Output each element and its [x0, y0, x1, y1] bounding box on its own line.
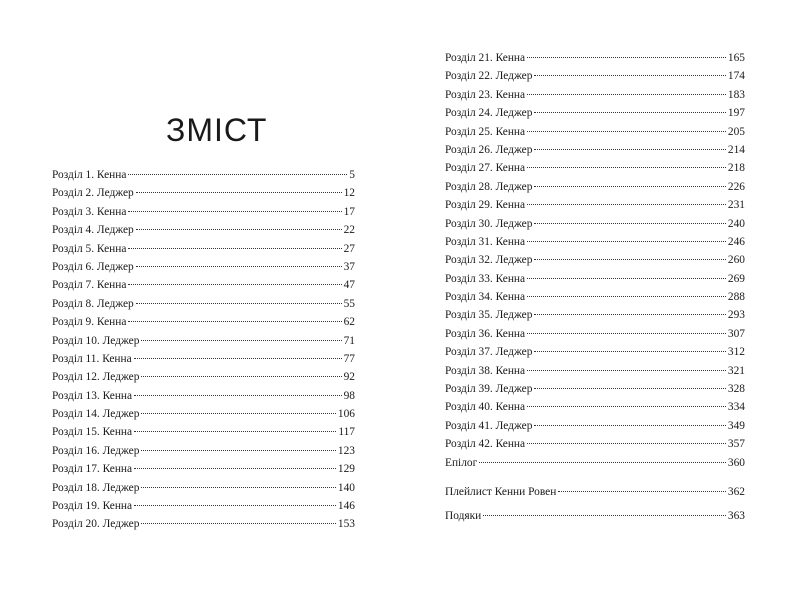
- toc-entry: [52, 479, 355, 497]
- dot-leader: [534, 186, 725, 187]
- toc-entry-label: Розділ 24. Леджер: [445, 107, 533, 120]
- toc-entry: [445, 343, 745, 361]
- toc-entry-page: 226: [727, 180, 745, 193]
- toc-entry: [445, 454, 745, 472]
- toc-entry-page: 231: [727, 199, 745, 212]
- toc-entry-page: 129: [337, 463, 355, 476]
- dot-leader: [141, 340, 341, 341]
- toc-entry-label: Розділ 12. Леджер: [52, 371, 140, 384]
- dot-leader: [479, 462, 726, 463]
- toc-entry-page: 146: [337, 500, 355, 513]
- dot-leader: [534, 75, 725, 76]
- toc-entry-acknowledgements: [445, 507, 745, 525]
- toc-entry-label: Розділ 14. Леджер: [52, 408, 140, 421]
- toc-entry-page: 77: [343, 352, 355, 365]
- dot-leader: [128, 174, 347, 175]
- toc-entry: [52, 423, 355, 441]
- toc-entry: [445, 380, 745, 398]
- toc-entry: [445, 233, 745, 251]
- toc-entry-page: 47: [343, 279, 355, 292]
- toc-entry-label: Розділ 27. Кенна: [445, 162, 526, 175]
- toc-entry-page: 269: [727, 272, 745, 285]
- toc-entry-label: Розділ 30. Леджер: [445, 217, 533, 230]
- toc-entry-page: 260: [727, 254, 745, 267]
- toc-entry-page: 27: [343, 242, 355, 255]
- dot-leader: [128, 248, 341, 249]
- toc-entry: [52, 442, 355, 460]
- toc-entry-page: 357: [727, 438, 745, 451]
- toc-entry-label: Розділ 25. Кенна: [445, 125, 526, 138]
- toc-entry-label: Розділ 17. Кенна: [52, 463, 133, 476]
- toc-entry-label: Розділ 9. Кенна: [52, 316, 127, 329]
- dot-leader: [558, 491, 726, 492]
- dot-leader: [527, 241, 726, 242]
- toc-entry-page: 153: [337, 518, 355, 531]
- toc-entry-label: Розділ 39. Леджер: [445, 383, 533, 396]
- toc-entry-page: 71: [343, 334, 355, 347]
- toc-entry: [52, 515, 355, 533]
- dot-leader: [134, 505, 336, 506]
- dot-leader: [534, 425, 725, 426]
- dot-leader: [141, 376, 341, 377]
- toc-entry: [52, 368, 355, 386]
- toc-entry: [445, 417, 745, 435]
- toc-entry: [445, 362, 745, 380]
- dot-leader: [527, 296, 726, 297]
- toc-entry: [52, 350, 355, 368]
- toc-entry-page: 55: [343, 297, 355, 310]
- toc-entry-label: Розділ 5. Кенна: [52, 242, 127, 255]
- dot-leader: [534, 388, 725, 389]
- toc-entry-page: 240: [727, 217, 745, 230]
- toc-entry-page: 17: [343, 205, 355, 218]
- dot-leader: [136, 266, 342, 267]
- toc-entry-page: 123: [337, 444, 355, 457]
- toc-entry-label: Розділ 22. Леджер: [445, 70, 533, 83]
- toc-entry-page: 12: [343, 187, 355, 200]
- dot-leader: [527, 333, 726, 334]
- contents-title: ЗМІСТ: [166, 112, 268, 148]
- dot-leader: [534, 259, 725, 260]
- toc-entry-page: 205: [727, 125, 745, 138]
- dot-leader: [141, 487, 335, 488]
- toc-entry-page: 98: [343, 389, 355, 402]
- dot-leader: [136, 229, 342, 230]
- toc-entry-label: Розділ 34. Кенна: [445, 291, 526, 304]
- dot-leader: [534, 223, 725, 224]
- toc-entry: [52, 332, 355, 350]
- toc-entry-playlist: [445, 483, 745, 501]
- toc-entry-label: Розділ 23. Кенна: [445, 88, 526, 101]
- toc-entry: [52, 276, 355, 294]
- dot-leader: [128, 284, 341, 285]
- dot-leader: [534, 149, 725, 150]
- dot-leader: [141, 450, 335, 451]
- toc-entry-label: Розділ 31. Кенна: [445, 235, 526, 248]
- dot-leader: [527, 204, 726, 205]
- toc-entry: [445, 215, 745, 233]
- toc-entry-page: 197: [727, 107, 745, 120]
- dot-leader: [527, 278, 726, 279]
- toc-entry-label: Розділ 18. Леджер: [52, 481, 140, 494]
- toc-entry: [445, 159, 745, 177]
- toc-entry-label: Розділ 29. Кенна: [445, 199, 526, 212]
- dot-leader: [136, 192, 342, 193]
- toc-entry: [52, 166, 355, 184]
- dot-leader: [141, 413, 335, 414]
- toc-entry-page: 140: [337, 481, 355, 494]
- toc-entry: [52, 203, 355, 221]
- toc-entry-label: Розділ 1. Кенна: [52, 169, 127, 181]
- toc-entry: [52, 497, 355, 515]
- toc-entry-label: Розділ 41. Леджер: [445, 419, 533, 432]
- toc-entry-page: 183: [727, 88, 745, 101]
- toc-entry: [445, 104, 745, 122]
- toc-entry-label: Розділ 15. Кенна: [52, 426, 133, 439]
- toc-entry-label: Епілог: [445, 456, 478, 469]
- toc-entry-label: Розділ 3. Кенна: [52, 205, 127, 218]
- toc-entry: [445, 86, 745, 104]
- toc-entry-label: Розділ 35. Леджер: [445, 309, 533, 322]
- toc-entry-label: Плейлист Кенни Ровен: [445, 486, 557, 498]
- toc-entry: [445, 251, 745, 269]
- toc-entry-label: Розділ 10. Леджер: [52, 334, 140, 347]
- toc-entry: [52, 295, 355, 313]
- toc-entry-label: Розділ 40. Кенна: [445, 401, 526, 414]
- toc-entry-label: Розділ 13. Кенна: [52, 389, 133, 402]
- toc-entry: [52, 405, 355, 423]
- toc-entry: [52, 460, 355, 478]
- toc-entry-page: 22: [343, 224, 355, 237]
- toc-entry: [445, 67, 745, 85]
- toc-entry-page: 62: [343, 316, 355, 329]
- toc-entry-label: Розділ 26. Леджер: [445, 143, 533, 156]
- dot-leader: [527, 370, 726, 371]
- dot-leader: [527, 131, 726, 132]
- toc-entry-label: Розділ 38. Кенна: [445, 364, 526, 377]
- toc-entry-page: 106: [337, 408, 355, 421]
- toc-entry-page: 321: [727, 364, 745, 377]
- dot-leader: [136, 303, 342, 304]
- dot-leader: [534, 112, 725, 113]
- toc-entry-page: 293: [727, 309, 745, 322]
- toc-entry-label: Розділ 19. Кенна: [52, 500, 133, 513]
- toc-entry: [445, 196, 745, 214]
- toc-entry: [445, 398, 745, 416]
- dot-leader: [141, 523, 335, 524]
- toc-entry-label: Розділ 36. Кенна: [445, 327, 526, 340]
- toc-entry: [52, 240, 355, 258]
- dot-leader: [534, 351, 725, 352]
- dot-leader: [527, 406, 726, 407]
- toc-entry: [52, 258, 355, 276]
- toc-entry: [445, 123, 745, 141]
- toc-entry: [445, 270, 745, 288]
- toc-entry-page: 328: [727, 383, 745, 396]
- toc-entry-label: Розділ 33. Кенна: [445, 272, 526, 285]
- toc-entry: [445, 141, 745, 159]
- toc-entry-label: Розділ 4. Леджер: [52, 224, 134, 237]
- toc-entry-page: 165: [727, 52, 745, 64]
- toc-entry: [445, 306, 745, 324]
- toc-entry-label: Розділ 42. Кенна: [445, 438, 526, 451]
- toc-entry-page: 363: [727, 510, 745, 522]
- toc-entry-label: Розділ 37. Леджер: [445, 346, 533, 359]
- toc-entry-label: Розділ 6. Леджер: [52, 260, 134, 273]
- toc-entry-page: 334: [727, 401, 745, 414]
- toc-entry: [52, 313, 355, 331]
- toc-entry-page: 360: [727, 456, 745, 469]
- toc-entry-label: Розділ 21. Кенна: [445, 52, 526, 64]
- toc-entry-page: 117: [338, 426, 355, 439]
- toc-entry-label: Розділ 16. Леджер: [52, 444, 140, 457]
- dot-leader: [134, 395, 342, 396]
- toc-entry-label: Розділ 8. Леджер: [52, 297, 134, 310]
- toc-list-left: [52, 166, 355, 534]
- toc-entry-label: Подяки: [445, 510, 482, 522]
- dot-leader: [134, 431, 336, 432]
- dot-leader: [527, 94, 726, 95]
- toc-entry-label: Розділ 7. Кенна: [52, 279, 127, 292]
- toc-entry: [52, 221, 355, 239]
- toc-entry-page: 37: [343, 260, 355, 273]
- toc-entry-label: Розділ 2. Леджер: [52, 187, 134, 200]
- toc-entry-label: Розділ 28. Леджер: [445, 180, 533, 193]
- toc-entry: [52, 184, 355, 202]
- dot-leader: [534, 314, 725, 315]
- toc-entry: [445, 435, 745, 453]
- toc-entry-page: 307: [727, 327, 745, 340]
- toc-entry-page: 218: [727, 162, 745, 175]
- toc-list-right: [445, 49, 745, 472]
- dot-leader: [134, 358, 342, 359]
- toc-entry-page: 349: [727, 419, 745, 432]
- toc-entry-page: 92: [343, 371, 355, 384]
- toc-entry-page: 362: [727, 486, 745, 498]
- toc-entry-page: 288: [727, 291, 745, 304]
- toc-entry-page: 214: [727, 143, 745, 156]
- dot-leader: [128, 211, 341, 212]
- toc-entry: [445, 325, 745, 343]
- toc-entry-page: 246: [727, 235, 745, 248]
- dot-leader: [527, 443, 726, 444]
- dot-leader: [527, 167, 726, 168]
- toc-entry-page: 174: [727, 70, 745, 83]
- dot-leader: [483, 515, 726, 516]
- toc-entry-label: Розділ 32. Леджер: [445, 254, 533, 267]
- toc-entry-page: 5: [349, 169, 355, 181]
- toc-entry-label: Розділ 20. Леджер: [52, 518, 140, 531]
- dot-leader: [527, 57, 726, 58]
- dot-leader: [134, 468, 336, 469]
- toc-entry: [445, 49, 745, 67]
- toc-entry-label: Розділ 11. Кенна: [52, 352, 132, 365]
- toc-entry: [445, 288, 745, 306]
- toc-entry: [52, 387, 355, 405]
- dot-leader: [128, 321, 341, 322]
- toc-entry: [445, 178, 745, 196]
- toc-entry-page: 312: [727, 346, 745, 359]
